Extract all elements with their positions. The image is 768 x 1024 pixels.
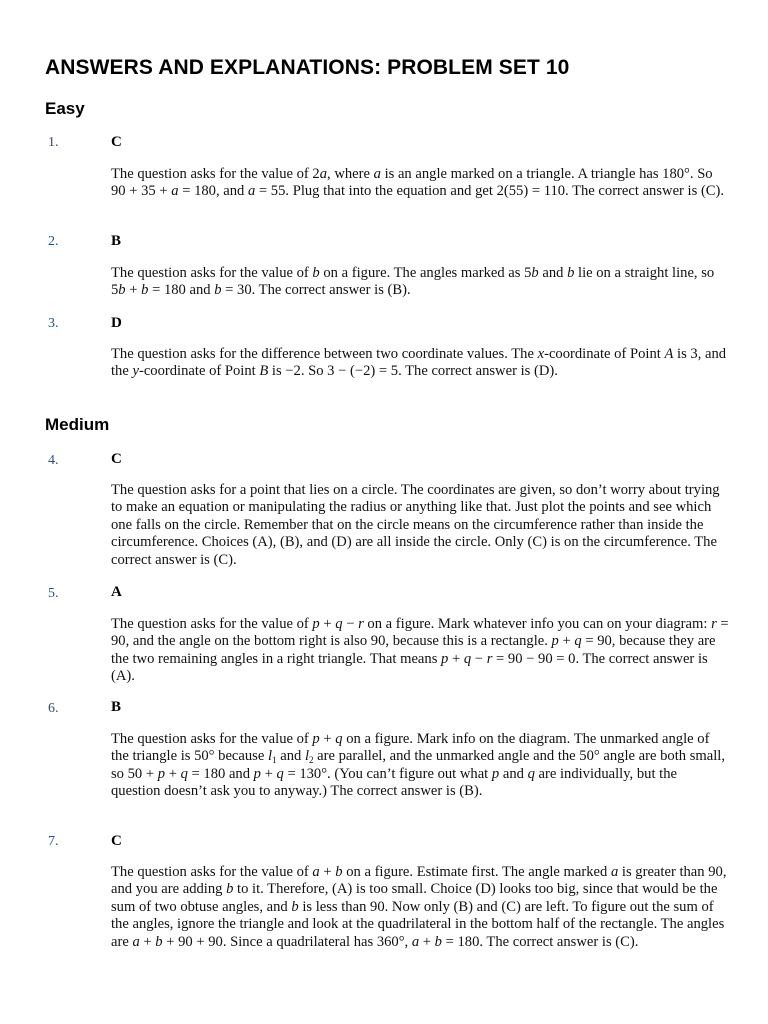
math-variable: a	[610, 864, 619, 880]
math-variable: y	[132, 363, 139, 380]
question-number: 3.	[48, 316, 59, 331]
math-variable: p	[551, 633, 559, 650]
math-variable: q	[276, 765, 284, 782]
answer-letter: C	[111, 833, 122, 849]
section-heading-easy: Easy	[45, 99, 85, 118]
math-variable: q	[335, 731, 343, 747]
explanation-text: The question asks for the value of b on a figure. The angles marked as 5b and b lie on a straight line, so 5b + b = 180 and b = 30. The correct answer is (B).	[111, 265, 715, 299]
answer-letter: A	[111, 584, 122, 600]
math-variable: b	[214, 282, 222, 299]
page-title: ANSWERS AND EXPLANATIONS: PROBLEM SET 10	[45, 56, 570, 79]
math-variable: B	[259, 363, 269, 380]
explanation-text: The question asks for the value of 2a, where a is an angle marked on a triangle. A triangle has 180°. So 90 + 35 + a = 180, and a = 55. Plug that into the equation and get 2(55) = 110. The correct answer is (C).	[111, 166, 725, 200]
math-variable: p	[253, 765, 261, 782]
section-heading-medium: Medium	[45, 415, 110, 434]
question-number: 6.	[48, 701, 59, 716]
math-variable: l	[304, 748, 309, 765]
math-variable: b	[531, 265, 539, 281]
math-subscript: 1	[272, 755, 277, 766]
math-variable: p	[312, 616, 320, 632]
math-variable: a	[373, 166, 381, 182]
question-number: 2.	[48, 234, 59, 249]
math-variable: p	[441, 650, 449, 667]
explanation-text: The question asks for a point that lies on a circle. The coordinates are given, so don’t worry about trying to make an equation or manipulating the radius or anything like that. Just plot the points and see which one falls on the circle. Remember that on the circle means on the circumference rather than inside the circumference. Choices (A), (B), and (D) are all inside the circle. Only (C) is on the circumference. The correct answer is (C).	[111, 482, 720, 568]
math-variable: a	[312, 864, 320, 880]
math-variable: a	[411, 933, 420, 950]
explanation-text: The question asks for the value of a + b on a figure. Estimate first. The angle marked a is greater than 90, and you are adding b to it. Therefore, (A) is too small. Choice (D) looks too big, since that would be the sum of two obtuse angles, and b is less than 90. Now only (B) and (C) are left. To figure out the sum of the angles, ignore the triangle and look at the quadrilateral in the bottom half of the rectangle. The angles are a + b + 90 + 90. Since a quadrilateral has 360°, a + b = 180. The correct answer is (C).	[111, 864, 727, 950]
math-variable: p	[312, 731, 320, 747]
explanation-text: The question asks for the value of p + q on a figure. Mark info on the diagram. The unmarked angle of the triangle is 50° because $l_1$ and $l_2$ are parallel, and the unmarked angle and the 50° angle are both small, so 50 + p + q = 180 and p + q = 130°. (You can’t figure out what p and q are individually, but the question doesn’t ask you to anyway.) The correct answer is (B).	[111, 731, 725, 800]
math-variable: b	[155, 933, 163, 950]
question-number: 1.	[48, 135, 59, 150]
math-variable: b	[434, 933, 442, 950]
explanation-text: The question asks for the value of p + q − r on a figure. Mark whatever info you can on your diagram: r = 90, and the angle on the bottom right is also 90, because this is a rectangle. p + q = 90, because they are the two remaining angles in a right triangle. That means p + q − r = 90 − 90 = 0. The correct answer is (A).	[111, 616, 729, 685]
math-variable: r	[486, 650, 493, 667]
math-variable: r	[358, 616, 364, 632]
answer-letter: B	[111, 699, 122, 715]
question-number: 5.	[48, 586, 59, 601]
math-variable: a	[247, 183, 256, 200]
math-variable: b	[291, 898, 299, 915]
math-variable: a	[171, 183, 179, 200]
math-subscript: 2	[309, 755, 314, 766]
math-variable: r	[711, 616, 717, 632]
math-variable: b	[312, 265, 320, 281]
math-variable: q	[335, 616, 343, 632]
answer-letter: D	[111, 315, 122, 331]
math-variable: b	[141, 282, 149, 299]
math-variable: p	[157, 765, 166, 782]
math-variable: q	[527, 765, 535, 782]
answer-letter: B	[111, 233, 122, 249]
math-variable: q	[463, 650, 472, 667]
math-variable: b	[118, 282, 126, 299]
math-variable: q	[180, 765, 188, 782]
answer-letter: C	[111, 134, 122, 150]
math-variable: b	[226, 881, 234, 898]
math-variable: x	[537, 346, 545, 362]
math-variable: a	[132, 933, 140, 950]
answer-letter: C	[111, 451, 122, 467]
math-variable: b	[567, 265, 575, 281]
math-variable: q	[574, 633, 582, 650]
question-number: 4.	[48, 453, 59, 468]
explanation-text: The question asks for the difference between two coordinate values. The x-coordinate of Point A is 3, and the y-coordinate of Point B is −2. So 3 − (−2) = 5. The correct answer is (D).	[111, 346, 727, 380]
math-variable: A	[664, 346, 674, 362]
math-variable: a	[319, 166, 328, 182]
math-variable: b	[335, 864, 343, 880]
math-variable: l	[268, 748, 273, 765]
math-variable: p	[491, 765, 500, 782]
question-number: 7.	[48, 834, 59, 849]
